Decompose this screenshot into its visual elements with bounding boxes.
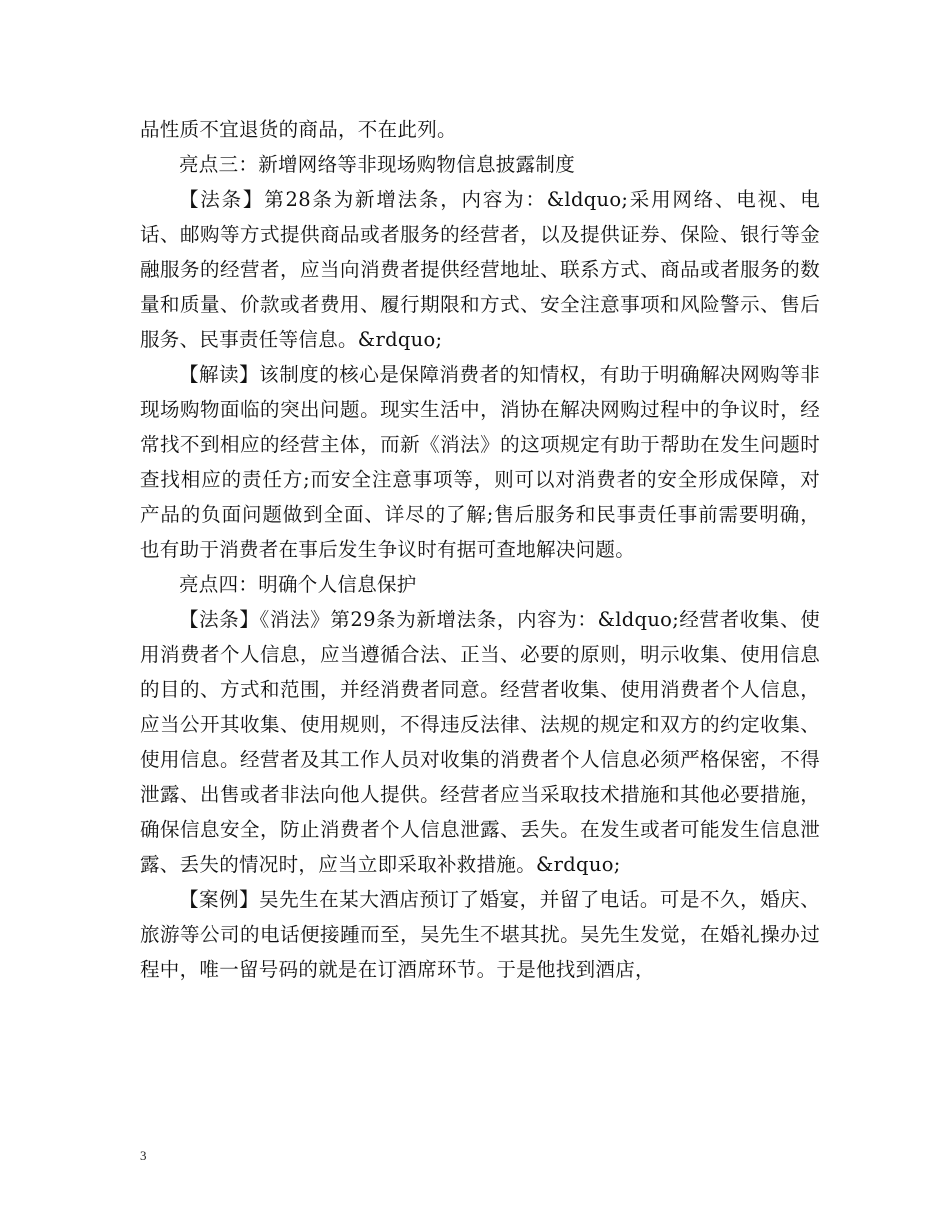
section-heading-highlight-four: 亮点四：明确个人信息保护 <box>179 573 417 596</box>
document-body <box>140 112 820 987</box>
page-number: 3 <box>140 1148 147 1163</box>
paragraph-article-28: 【法条】第28条为新增法条，内容为：&ldquo;采用网络、电视、电话、邮购等方式提供商品或者服务的经营者，以及提供证券、保险、银行等金融服务的经营者，应当向消费者提供经营地址、联系方式、商品或者服务的数量和质量、价款或者费用、履行期限和方式、安全注意事项和风险警示、售后服务、民事责任等信息。&rdquo; <box>140 188 820 351</box>
paragraph-article-29: 【法条】《消法》第29条为新增法条，内容为：&ldquo;经营者收集、使用消费者个人信息，应当遵循合法、正当、必要的原则，明示收集、使用信息的目的、方式和范围，并经消费者同意。经营者收集、使用消费者个人信息，应当公开其收集、使用规则，不得违反法律、法规的规定和双方的约定收集、使用信息。经营者及其工作人员对收集的消费者个人信息必须严格保密，不得泄露、出售或者非法向他人提供。经营者应当采取技术措施和其他必要措施，确保信息安全，防止消费者个人信息泄露、丢失。在发生或者可能发生信息泄露、丢失的情况时，应当立即采取补救措施。&rdquo; <box>140 608 820 876</box>
section-heading-highlight-three: 亮点三：新增网络等非现场购物信息披露制度 <box>179 153 576 176</box>
paragraph-interpretation: 【解读】该制度的核心是保障消费者的知情权，有助于明确解决网购等非现场购物面临的突出问题。现实生活中，消协在解决网购过程中的争议时，经常找不到相应的经营主体，而新《消法》的这项规定有助于帮助在发生问题时查找相应的责任方;而安全注意事项等，则可以对消费者的安全形成保障，对产品的负面问题做到全面、详尽的了解;售后服务和民事责任事前需要明确，也有助于消费者在事后发生争议时有据可查地解决问题。 <box>140 363 820 561</box>
paragraph-continuation: 品性质不宜退货的商品，不在此列。 <box>140 118 457 141</box>
paragraph-case: 【案例】吴先生在某大酒店预订了婚宴，并留了电话。可是不久，婚庆、旅游等公司的电话便接踵而至，吴先生不堪其扰。吴先生发觉，在婚礼操办过程中，唯一留号码的就是在订酒席环节。于是他找到酒店， <box>140 888 820 981</box>
